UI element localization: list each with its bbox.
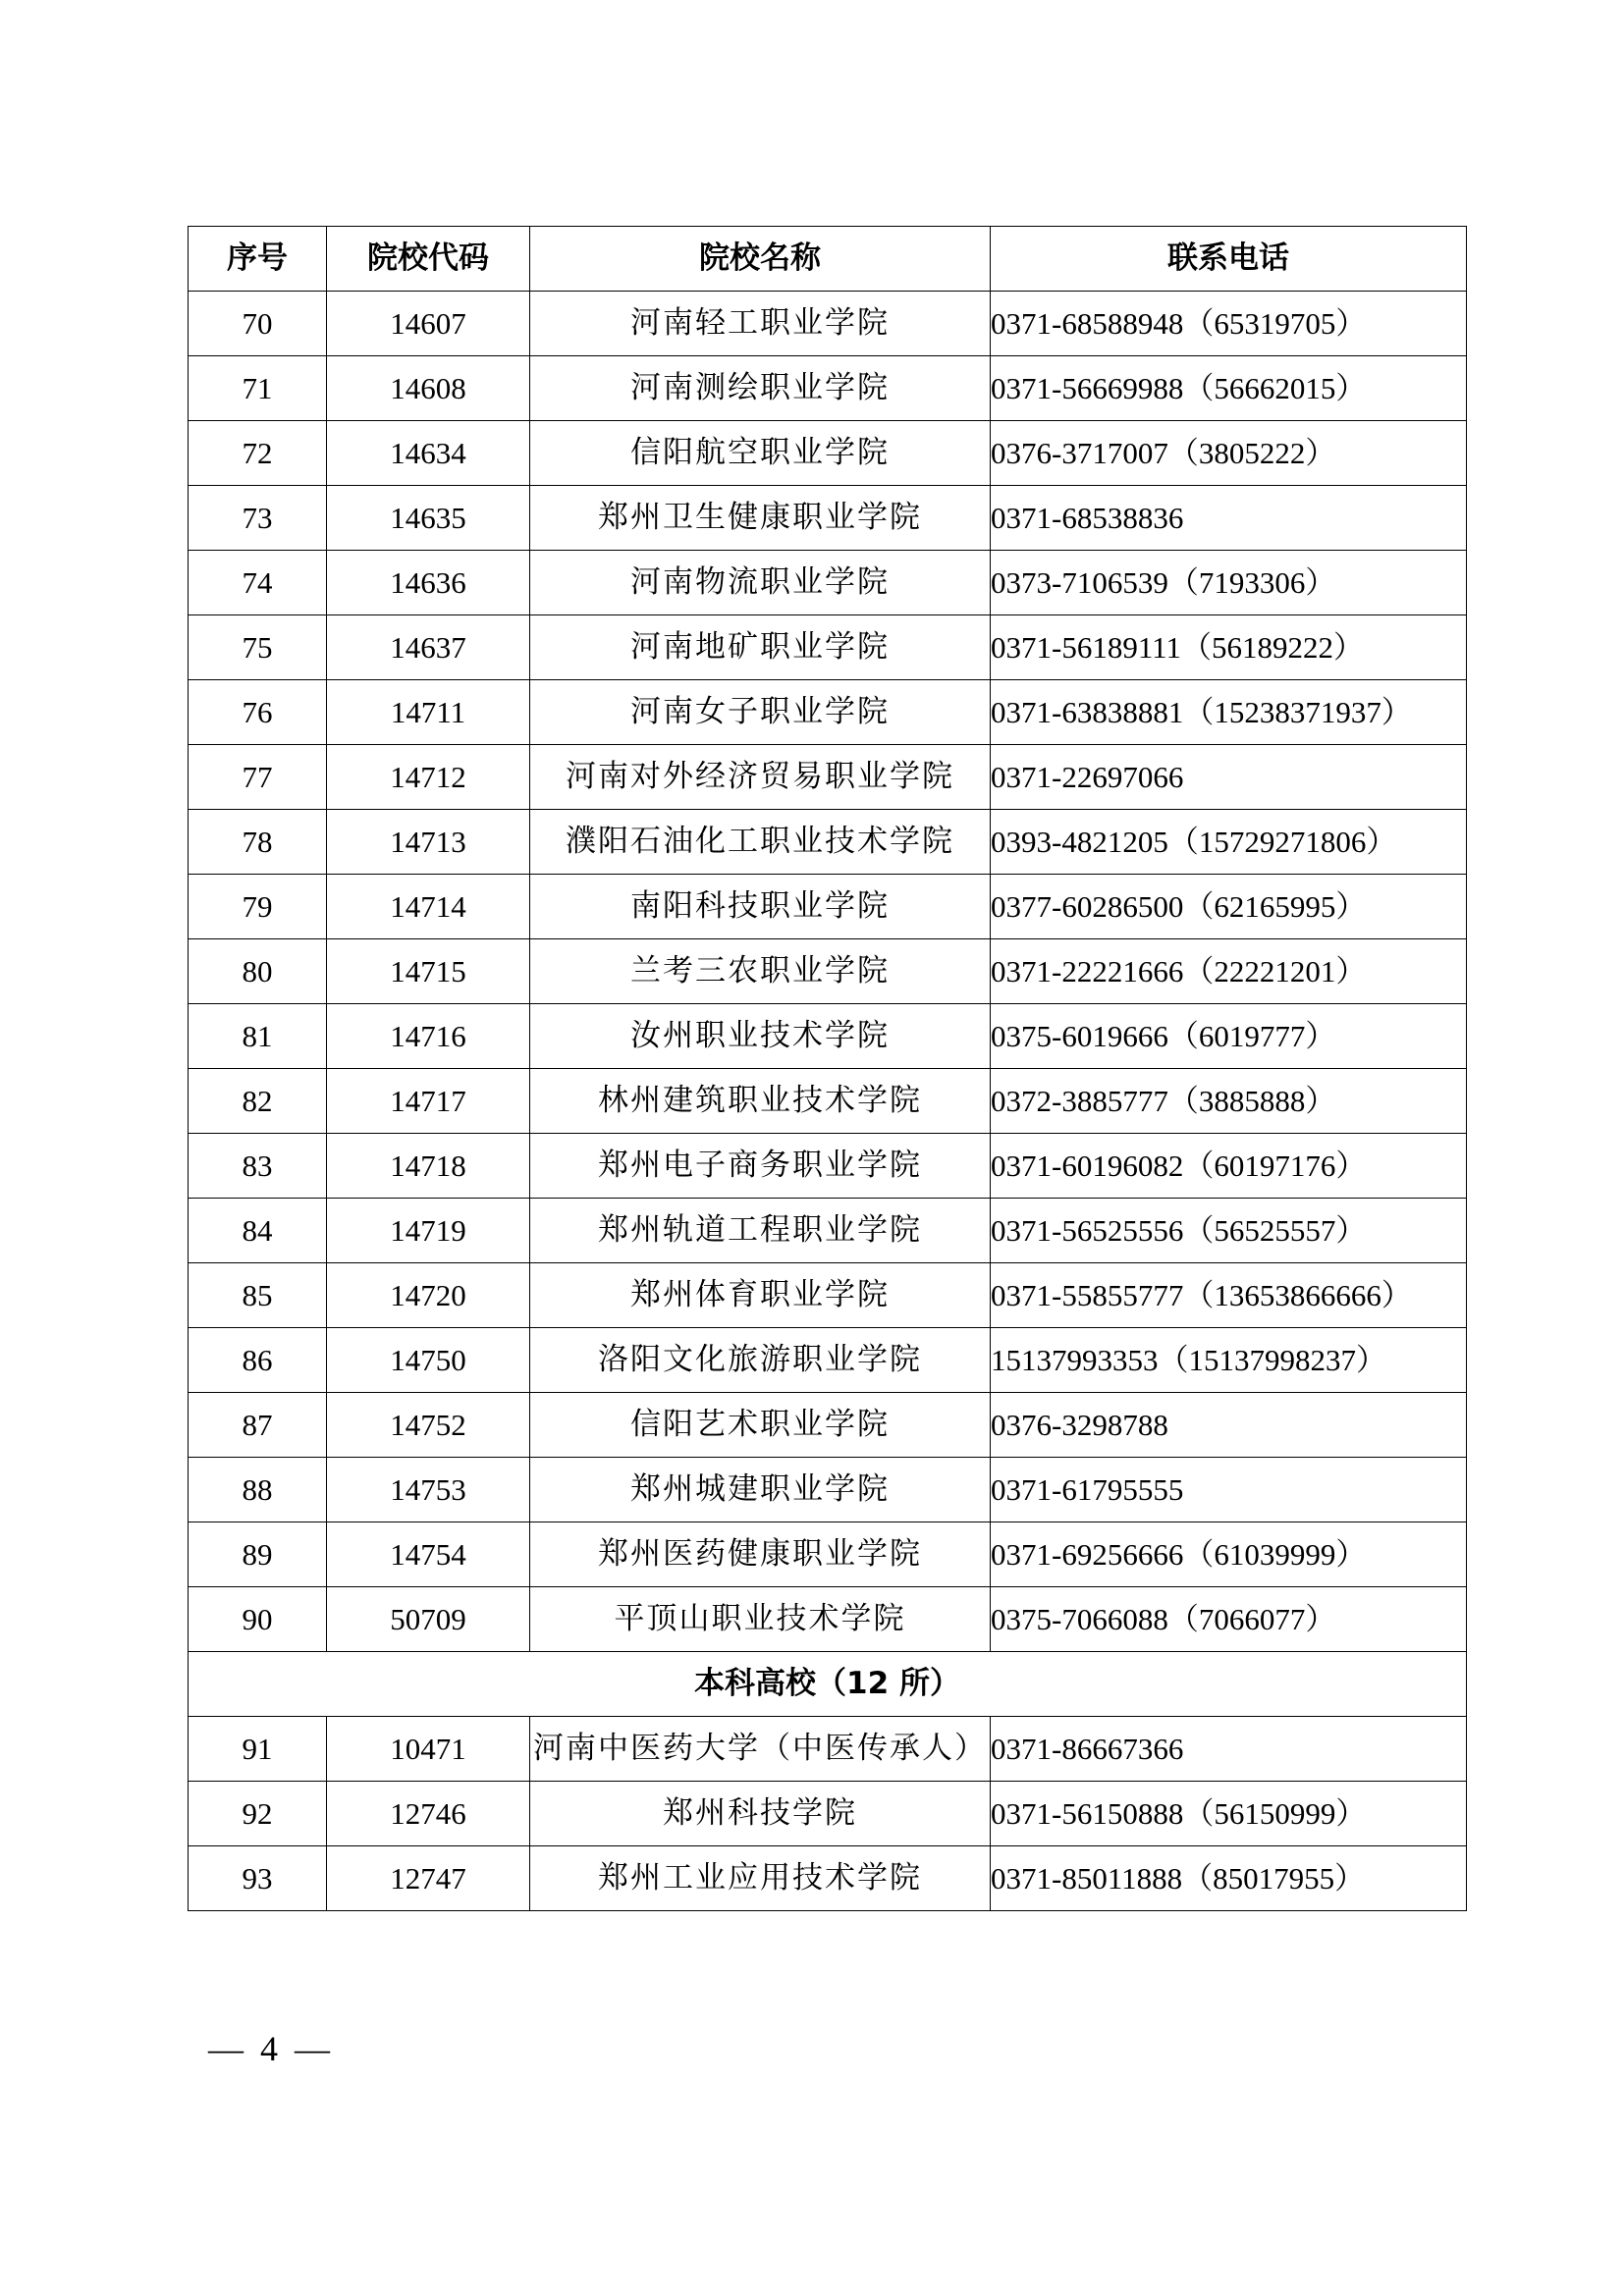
cell-code: 14750 [327, 1328, 530, 1393]
cell-code: 14714 [327, 875, 530, 939]
cell-seq: 87 [189, 1393, 327, 1458]
cell-code: 14716 [327, 1004, 530, 1069]
cell-school-name: 兰考三农职业学院 [530, 939, 991, 1004]
table-body-undergraduate [189, 1717, 1467, 1911]
cell-seq: 93 [189, 1846, 327, 1911]
cell-phone: 0371-56150888（56150999） [991, 1782, 1467, 1846]
cell-school-name: 信阳艺术职业学院 [530, 1393, 991, 1458]
cell-phone: 0377-60286500（62165995） [991, 875, 1467, 939]
header-code: 院校代码 [327, 227, 530, 292]
cell-phone: 0371-56525556（56525557） [991, 1199, 1467, 1263]
table-row [189, 1393, 1467, 1458]
cell-phone: 0393-4821205（15729271806） [991, 810, 1467, 875]
cell-code: 14608 [327, 356, 530, 421]
table-row [189, 421, 1467, 486]
cell-school-name: 南阳科技职业学院 [530, 875, 991, 939]
cell-seq: 92 [189, 1782, 327, 1846]
cell-seq: 77 [189, 745, 327, 810]
cell-school-name: 郑州医药健康职业学院 [530, 1522, 991, 1587]
cell-seq: 82 [189, 1069, 327, 1134]
header-name: 院校名称 [530, 227, 991, 292]
table-row [189, 1199, 1467, 1263]
cell-code: 12746 [327, 1782, 530, 1846]
cell-school-name: 河南测绘职业学院 [530, 356, 991, 421]
cell-school-name: 郑州城建职业学院 [530, 1458, 991, 1522]
table-row [189, 292, 1467, 356]
cell-phone: 0371-68538836 [991, 486, 1467, 551]
cell-phone: 0371-22221666（22221201） [991, 939, 1467, 1004]
cell-seq: 85 [189, 1263, 327, 1328]
cell-phone: 0371-61795555 [991, 1458, 1467, 1522]
table-row [189, 1263, 1467, 1328]
cell-phone: 0371-85011888（85017955） [991, 1846, 1467, 1911]
table-row [189, 939, 1467, 1004]
cell-phone: 0371-55855777（13653866666） [991, 1263, 1467, 1328]
cell-seq: 78 [189, 810, 327, 875]
table-row [189, 1458, 1467, 1522]
cell-school-name: 郑州卫生健康职业学院 [530, 486, 991, 551]
cell-school-name: 郑州工业应用技术学院 [530, 1846, 991, 1911]
cell-seq: 76 [189, 680, 327, 745]
cell-code: 14713 [327, 810, 530, 875]
cell-code: 14718 [327, 1134, 530, 1199]
cell-code: 14719 [327, 1199, 530, 1263]
cell-code: 50709 [327, 1587, 530, 1652]
table-body-vocational [189, 292, 1467, 1652]
cell-school-name: 郑州体育职业学院 [530, 1263, 991, 1328]
cell-seq: 83 [189, 1134, 327, 1199]
cell-school-name: 河南轻工职业学院 [530, 292, 991, 356]
table-row [189, 1522, 1467, 1587]
cell-phone: 0375-7066088（7066077） [991, 1587, 1467, 1652]
cell-seq: 90 [189, 1587, 327, 1652]
cell-school-name: 林州建筑职业技术学院 [530, 1069, 991, 1134]
table-row [189, 745, 1467, 810]
cell-seq: 86 [189, 1328, 327, 1393]
table-row [189, 1328, 1467, 1393]
cell-code: 14635 [327, 486, 530, 551]
cell-school-name: 信阳航空职业学院 [530, 421, 991, 486]
cell-phone: 0371-68588948（65319705） [991, 292, 1467, 356]
cell-seq: 89 [189, 1522, 327, 1587]
cell-school-name: 平顶山职业技术学院 [530, 1587, 991, 1652]
cell-code: 14712 [327, 745, 530, 810]
cell-phone: 15137993353（15137998237） [991, 1328, 1467, 1393]
cell-code: 10471 [327, 1717, 530, 1782]
cell-school-name: 郑州轨道工程职业学院 [530, 1199, 991, 1263]
table-row [189, 1587, 1467, 1652]
table-row [189, 1134, 1467, 1199]
table-row [189, 486, 1467, 551]
cell-phone: 0371-60196082（60197176） [991, 1134, 1467, 1199]
table-row [189, 615, 1467, 680]
cell-school-name: 郑州科技学院 [530, 1782, 991, 1846]
cell-code: 14717 [327, 1069, 530, 1134]
table-row [189, 1717, 1467, 1782]
cell-phone: 0372-3885777（3885888） [991, 1069, 1467, 1134]
header-seq: 序号 [189, 227, 327, 292]
cell-seq: 73 [189, 486, 327, 551]
cell-code: 14607 [327, 292, 530, 356]
cell-school-name: 河南地矿职业学院 [530, 615, 991, 680]
section-row [189, 1652, 1467, 1717]
cell-school-name: 河南对外经济贸易职业学院 [530, 745, 991, 810]
cell-code: 14715 [327, 939, 530, 1004]
cell-code: 14637 [327, 615, 530, 680]
cell-phone: 0376-3717007（3805222） [991, 421, 1467, 486]
table-row [189, 551, 1467, 615]
cell-school-name: 河南物流职业学院 [530, 551, 991, 615]
cell-seq: 80 [189, 939, 327, 1004]
cell-seq: 70 [189, 292, 327, 356]
cell-seq: 81 [189, 1004, 327, 1069]
cell-phone: 0371-69256666（61039999） [991, 1522, 1467, 1587]
cell-school-name: 濮阳石油化工职业技术学院 [530, 810, 991, 875]
cell-seq: 74 [189, 551, 327, 615]
cell-code: 14636 [327, 551, 530, 615]
cell-seq: 88 [189, 1458, 327, 1522]
cell-phone: 0373-7106539（7193306） [991, 551, 1467, 615]
cell-phone: 0375-6019666（6019777） [991, 1004, 1467, 1069]
cell-phone: 0371-63838881（15238371937） [991, 680, 1467, 745]
cell-seq: 71 [189, 356, 327, 421]
header-phone: 联系电话 [991, 227, 1467, 292]
cell-phone: 0371-22697066 [991, 745, 1467, 810]
cell-code: 12747 [327, 1846, 530, 1911]
cell-code: 14754 [327, 1522, 530, 1587]
table-row [189, 1069, 1467, 1134]
cell-phone: 0371-56189111（56189222） [991, 615, 1467, 680]
cell-code: 14634 [327, 421, 530, 486]
cell-phone: 0371-56669988（56662015） [991, 356, 1467, 421]
section-label: 本科高校（12 所） [189, 1652, 1467, 1717]
cell-code: 14720 [327, 1263, 530, 1328]
table-row [189, 1846, 1467, 1911]
cell-seq: 84 [189, 1199, 327, 1263]
cell-seq: 91 [189, 1717, 327, 1782]
table-row [189, 680, 1467, 745]
table-row [189, 810, 1467, 875]
cell-seq: 72 [189, 421, 327, 486]
table-row [189, 875, 1467, 939]
page-number: — 4 — [208, 2029, 334, 2068]
cell-school-name: 汝州职业技术学院 [530, 1004, 991, 1069]
table-header-row [189, 227, 1467, 292]
cell-code: 14753 [327, 1458, 530, 1522]
cell-code: 14752 [327, 1393, 530, 1458]
cell-school-name: 洛阳文化旅游职业学院 [530, 1328, 991, 1393]
school-contact-table [188, 226, 1467, 1911]
cell-phone: 0371-86667366 [991, 1717, 1467, 1782]
cell-school-name: 河南中医药大学（中医传承人） [530, 1717, 991, 1782]
cell-seq: 75 [189, 615, 327, 680]
table-row [189, 356, 1467, 421]
table-row [189, 1782, 1467, 1846]
cell-seq: 79 [189, 875, 327, 939]
table-row [189, 1004, 1467, 1069]
cell-school-name: 郑州电子商务职业学院 [530, 1134, 991, 1199]
cell-code: 14711 [327, 680, 530, 745]
cell-phone: 0376-3298788 [991, 1393, 1467, 1458]
cell-school-name: 河南女子职业学院 [530, 680, 991, 745]
table-section [189, 1652, 1467, 1717]
